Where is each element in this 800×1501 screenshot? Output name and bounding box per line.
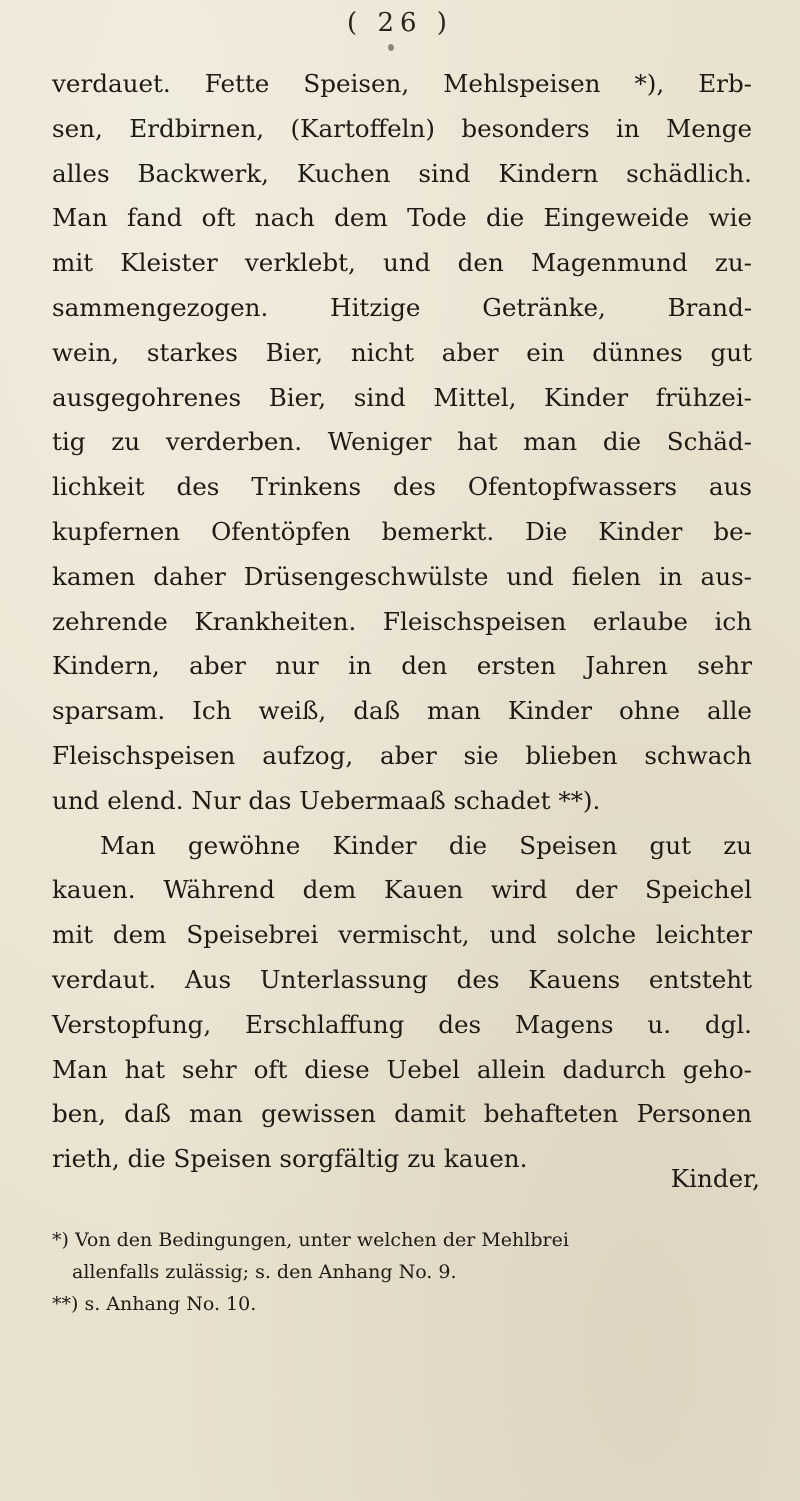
text-line: Kindern, aber nur in den ersten Jahren sehr	[52, 651, 752, 681]
text-line: verdauet. Fette Speisen, Mehlspeisen *), Erb-	[52, 69, 752, 98]
text-line: rieth, die Speisen sorgfältig zu kauen.	[52, 1144, 528, 1174]
text-line: und elend. Nur das Uebermaaß schadet **).	[52, 785, 601, 815]
text-line: kauen. Während dem Kauen wird der Speichel	[52, 875, 752, 905]
text-line: lichkeit des Trinkens des Ofentopfwassers aus	[52, 472, 752, 502]
ink-spot	[388, 44, 394, 51]
text-line: Man fand oft nach dem Tode die Eingeweide wie	[52, 203, 752, 233]
catchword: Kinder,	[670, 1164, 760, 1193]
text-line: Man gewöhne Kinder die Speisen gut zu	[100, 830, 752, 860]
text-line: Verstopfung, Erschlaffung des Magens u. dgl.	[52, 1009, 752, 1039]
footnotes	[52, 1224, 762, 1320]
text-line: sen, Erdbirnen, (Kartoffeln) besonders in Menge	[52, 113, 752, 143]
text-line: ben, daß man gewissen damit behafteten Personen	[52, 1099, 752, 1129]
text-line: verdaut. Aus Unterlassung des Kauens entsteht	[52, 964, 752, 994]
text-line: tig zu verderben. Weniger hat man die Schäd-	[52, 427, 752, 457]
text-line: alles Backwerk, Kuchen sind Kindern schädlich.	[52, 158, 752, 188]
text-line: zehrende Krankheiten. Fleischspeisen erlaube ich	[52, 606, 752, 636]
text-line: mit dem Speisebrei vermischt, und solche leichter	[52, 920, 752, 950]
body-text	[52, 62, 752, 1182]
text-line: Man hat sehr oft diese Uebel allein dadurch geho-	[52, 1054, 752, 1084]
text-line: Fleischspeisen aufzog, aber sie blieben schwach	[52, 740, 752, 770]
text-line: ausgegohrenes Bier, sind Mittel, Kinder frühzei-	[52, 382, 752, 412]
text-line: kupfernen Ofentöpfen bemerkt. Die Kinder be-	[52, 516, 752, 546]
text-line: kamen daher Drüsengeschwülste und fielen in aus-	[52, 561, 752, 591]
footnote-1: *) Von den Bedingungen, unter welchen der Mehlbrei	[52, 1229, 569, 1251]
paragraph-1	[52, 62, 752, 824]
page-number: ( 26 )	[347, 8, 453, 38]
footnote-2: **) s. Anhang No. 10.	[52, 1293, 257, 1315]
text-line: mit Kleister verklebt, und den Magenmund zu-	[52, 248, 752, 278]
text-line: sammengezogen. Hitzige Getränke, Brand-	[52, 292, 752, 322]
paragraph-2	[52, 824, 752, 1182]
footnote-1-continuation: allenfalls zulässig; s. den Anhang No. 9.	[72, 1261, 457, 1283]
text-line: sparsam. Ich weiß, daß man Kinder ohne alle	[52, 696, 752, 726]
text-line: wein, starkes Bier, nicht aber ein dünnes gut	[52, 337, 752, 367]
